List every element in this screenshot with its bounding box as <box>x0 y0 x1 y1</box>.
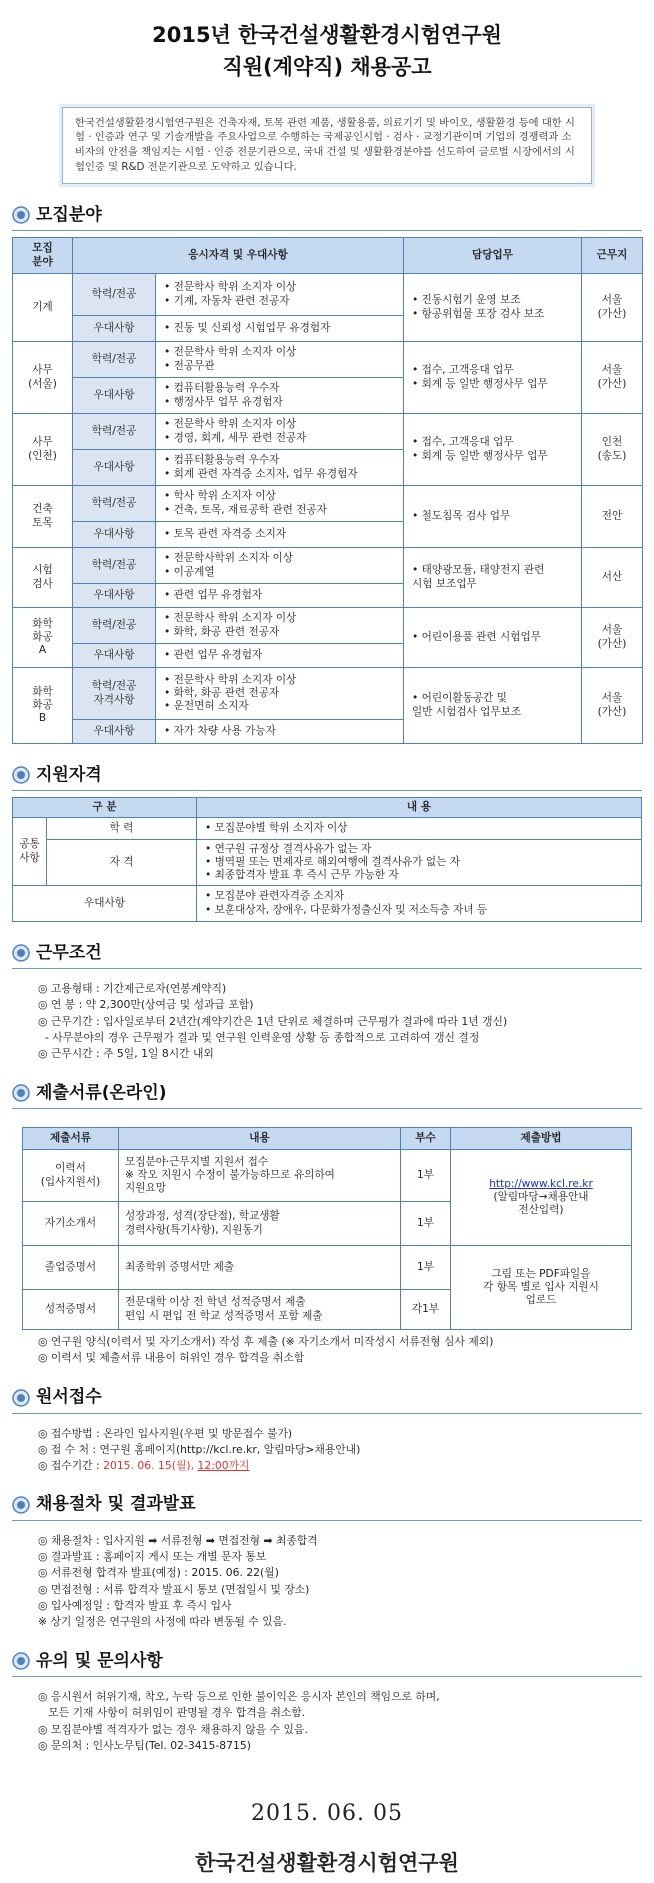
header-req: 응시자격 및 우대사항 <box>73 238 404 274</box>
list-item: • 전문학사 학위 소지자 이상 <box>164 281 399 294</box>
list-item: • 어린이용품 관련 시험업무 <box>412 631 577 644</box>
edu-label: 학력/전공 자격사항 <box>73 668 156 720</box>
table-row <box>13 342 643 378</box>
preferences <box>156 378 404 414</box>
header-field: 모집 분야 <box>13 238 73 274</box>
docs-notes <box>12 1330 642 1366</box>
pref-list <box>156 320 403 337</box>
divider <box>12 790 642 791</box>
list-item: • 회계 등 일반 행정사무 업무 <box>412 450 577 463</box>
table-row <box>13 818 642 840</box>
footer-date: 2015. 06. 05 <box>251 1801 403 1826</box>
section-title: 채용절차 및 결과발표 <box>36 1494 196 1515</box>
qualify-content <box>197 818 642 840</box>
field-name: 기계 <box>13 274 73 342</box>
edu-list <box>156 488 403 518</box>
header-duty: 담당업무 <box>404 238 582 274</box>
list-item: 모든 기재 사항이 허위임이 판명될 경우 합격을 취소함. <box>38 1706 306 1720</box>
duty <box>404 548 582 608</box>
qualify-content <box>197 840 642 886</box>
intro-box: 한국건설생활환경시험연구원은 건축자재, 토목 관련 제품, 생활용품, 의료기기 및 바이오, 생활환경 등에 대한 시험 · 인증과 연구 및 기술개발을 주요사업으로 수행하는 국제공인시험 · 검사 · 교정기관이며 기업의 경쟁력과 소비자의 안전을 책임지는 시험 · 인증 전문기관으로, 국내 건설 및 생활환경분야를 선도하여 글로벌 시장에서의 시험인증 및 R&D 전문기관으로 도약하고 있습니다. <box>62 107 592 185</box>
field-name: 건축 토목 <box>13 486 73 548</box>
doc-name: 성적증명서 <box>23 1290 119 1330</box>
list-item: • 어린이활동공간 및 일반 시험검사 업무보조 <box>412 692 577 718</box>
apply-method: ◎ 접수방법 : 온라인 입사지원(우편 및 방문접수 불가) <box>38 1426 293 1440</box>
duty <box>404 274 582 342</box>
qualify-list <box>197 841 641 885</box>
recruit-rows <box>13 274 643 744</box>
section-title: 지원자격 <box>36 764 102 785</box>
list-item: • 화학, 화공 관련 전공자 <box>164 626 399 639</box>
circle-bullet-icon <box>12 1084 30 1102</box>
field-name: 사무 (서울) <box>13 342 73 414</box>
edu-label: 학력/전공 <box>73 414 156 450</box>
list-item: • 자가 차량 사용 가능자 <box>164 725 399 738</box>
edu-label: 학력/전공 <box>73 548 156 584</box>
list-item: • 진동시험기 운영 보조 <box>412 294 577 307</box>
divider <box>12 1520 642 1521</box>
doc-content: 성장과정, 성격(장단점), 학교생활 경력사항(특기사항), 지원동기 <box>119 1202 401 1246</box>
list-item: • 항공위험물 포장 검사 보조 <box>412 308 577 321</box>
duty-list <box>404 434 581 464</box>
list-item: • 화학, 화공 관련 전공자 <box>164 687 399 700</box>
edu-list <box>156 279 403 309</box>
list-item: • 연구원 규정상 결격사유가 없는 자 <box>205 843 637 856</box>
edu-label: 학력/전공 <box>73 274 156 316</box>
field-name: 화학 화공 A <box>13 608 73 668</box>
list-item: ◎ 채용절차 : 입사지원 ➡ 서류전형 ➡ 면접전형 ➡ 최종합격 <box>38 1534 318 1548</box>
duty <box>404 414 582 486</box>
edu-requirements <box>156 668 404 720</box>
work-place: 서울 (가산) <box>582 274 643 342</box>
doc-name: 이력서 (입사지원서) <box>23 1150 119 1202</box>
qualify-label: 자 격 <box>47 840 197 886</box>
list-item: • 학사 학위 소지자 이상 <box>164 490 399 503</box>
field-name: 시험 검사 <box>13 548 73 608</box>
list-item: • 최종합격자 발표 후 즉시 근무 가능한 자 <box>205 869 637 882</box>
list-item: • 이공계열 <box>164 566 399 579</box>
circle-bullet-icon <box>12 1652 30 1670</box>
doc-name: 졸업증명서 <box>23 1246 119 1290</box>
list-item: • 전문학사 학위 소지자 이상 <box>164 346 399 359</box>
header-category: 구 분 <box>13 798 197 818</box>
work-place: 전안 <box>582 486 643 548</box>
edu-list <box>156 550 403 580</box>
work-place: 인천 (송도) <box>582 414 643 486</box>
list-item: - 사무분야의 경우 근무평가 결과 및 연구원 인력운영 상황 등 종합적으로 고려하여 갱신 결정 <box>38 1030 480 1044</box>
list-item: • 전문학사학위 소지자 이상 <box>164 552 399 565</box>
doc-method-online <box>451 1150 632 1246</box>
pref-list <box>156 587 403 604</box>
edu-requirements <box>156 608 404 644</box>
duty <box>404 342 582 414</box>
edu-requirements <box>156 414 404 450</box>
pref-label: 우대사항 <box>73 644 156 668</box>
preferences <box>156 450 404 486</box>
qualify-content <box>197 886 642 922</box>
list-item: • 모집분야 관련자격증 소지자 <box>205 890 637 903</box>
apply-period <box>38 1458 642 1474</box>
doc-method-pdf: 그림 또는 PDF파일을 각 항목 별로 입사 지원시 업로드 <box>451 1246 632 1330</box>
list-item: ◎ 응시원서 허위기재, 착오, 누락 등으로 인한 불이익은 응시자 본인의 책임으로 하며, <box>38 1690 440 1704</box>
kcl-homepage-link[interactable]: http://www.kcl.re.kr <box>489 1177 593 1190</box>
table-row <box>23 1150 632 1202</box>
list-item: ◎ 입사예정일 : 합격자 발표 후 즉시 입사 <box>38 1598 232 1612</box>
method-note: (알림마당→채용안내 전산입력) <box>493 1191 589 1217</box>
list-item: • 회계 등 일반 행정사무 업무 <box>412 378 577 391</box>
list-item: • 철도침목 검사 업무 <box>412 510 577 523</box>
list-item: ◎ 이력서 및 제출서류 내용이 허위인 경우 합격을 취소함 <box>38 1351 305 1365</box>
list-item: • 전공무관 <box>164 360 399 373</box>
circle-bullet-icon <box>12 1496 30 1514</box>
common-label: 공통 사항 <box>13 818 47 886</box>
list-item: • 컴퓨터활용능력 우수자 <box>164 454 399 467</box>
work-conditions <box>12 975 642 1062</box>
preferences <box>156 644 404 668</box>
apply-period-value: 2015. 06. 15(월), <box>103 1458 198 1472</box>
table-row <box>13 486 643 522</box>
doc-content: 전문대학 이상 전 학년 성적증명서 제출 편입 시 편입 전 학교 성적증명서 포함 제출 <box>119 1290 401 1330</box>
apply-info <box>12 1420 642 1475</box>
divider <box>12 1676 642 1677</box>
qualify-rows <box>13 818 642 922</box>
pref-list <box>156 647 403 664</box>
list-item: • 접수, 고객응대 업무 <box>412 436 577 449</box>
duty-list <box>404 292 581 322</box>
pref-label: 우대사항 <box>73 378 156 414</box>
section-process-header <box>12 1494 642 1516</box>
preferences <box>156 584 404 608</box>
list-item: ◎ 근무시간 : 주 5일, 1일 8시간 내외 <box>38 1046 214 1060</box>
header-place: 근무지 <box>582 238 643 274</box>
list-item: ◎ 근무기간 : 입사일로부터 2년간(계약기간은 1년 단위로 체결하며 근무평가 결과에 따라 1년 갱신) <box>38 1014 508 1028</box>
qualify-table <box>12 797 642 922</box>
circle-bullet-icon <box>12 206 30 224</box>
list-item: • 토목 관련 자격증 소지자 <box>164 528 399 541</box>
edu-list <box>156 416 403 446</box>
pref-label: 우대사항 <box>73 522 156 548</box>
qualify-list <box>197 820 641 837</box>
list-item: • 건축, 토목, 재료공학 관련 전공자 <box>164 504 399 517</box>
list-item: • 전문학사 학위 소지자 이상 <box>164 418 399 431</box>
list-item: • 접수, 고객응대 업무 <box>412 364 577 377</box>
process-list <box>12 1527 642 1630</box>
pref-label: 우대사항 <box>73 450 156 486</box>
pref-list <box>156 723 403 740</box>
pref-label: 우대사항 <box>73 584 156 608</box>
title-line-1: 2015년 한국건설생활환경시험연구원 <box>152 23 502 47</box>
divider <box>12 230 642 231</box>
section-apply-header <box>12 1387 642 1409</box>
edu-requirements <box>156 548 404 584</box>
list-item: ◎ 고용형태 : 기간제근로자(연봉계약직) <box>38 982 227 996</box>
work-place: 서울 (가산) <box>582 342 643 414</box>
duty <box>404 668 582 744</box>
divider <box>12 968 642 969</box>
section-title: 제출서류(온라인) <box>36 1082 167 1103</box>
preferences <box>156 522 404 548</box>
header-count: 부수 <box>401 1128 451 1150</box>
list-item: • 관련 업무 유경험자 <box>164 649 399 662</box>
table-row <box>13 274 643 316</box>
preferences <box>156 720 404 744</box>
table-row <box>13 840 642 886</box>
doc-name: 자기소개서 <box>23 1202 119 1246</box>
section-title: 유의 및 문의사항 <box>36 1650 163 1671</box>
table-row <box>13 668 643 720</box>
notes-list <box>12 1683 642 1754</box>
section-title: 원서접수 <box>36 1386 102 1407</box>
edu-requirements <box>156 342 404 378</box>
title-line-2: 직원(계약직) 채용공고 <box>222 55 432 80</box>
list-item: • 기계, 자동차 관련 전공자 <box>164 295 399 308</box>
divider <box>12 1413 642 1414</box>
list-item: ◎ 결과발표 : 홈페이지 게시 또는 개별 문자 통보 <box>38 1550 267 1564</box>
list-item: ◎ 면접전형 : 서류 합격자 발표시 통보 (면접일시 및 장소) <box>38 1582 310 1596</box>
duty-list <box>404 562 581 592</box>
duty-list <box>404 690 581 720</box>
pref-list <box>156 526 403 543</box>
circle-bullet-icon <box>12 766 30 784</box>
qualify-list <box>197 888 641 918</box>
edu-list <box>156 672 403 716</box>
section-work-header <box>12 942 642 964</box>
list-item: ◎ 연 봉 : 약 2,300만(상여금 및 성과급 포함) <box>38 998 254 1012</box>
pref-list <box>156 452 403 482</box>
table-row <box>13 414 643 450</box>
field-name: 사무 (인천) <box>13 414 73 486</box>
duty <box>404 486 582 548</box>
header-content: 내용 <box>119 1128 401 1150</box>
section-title: 근무조건 <box>36 942 102 963</box>
list-item: • 진동 및 신뢰성 시험업무 유경험자 <box>164 322 399 335</box>
preferences <box>156 316 404 342</box>
pref-label: 우대사항 <box>73 720 156 744</box>
doc-count: 1부 <box>401 1202 451 1246</box>
edu-list <box>156 610 403 640</box>
doc-count: 각1부 <box>401 1290 451 1330</box>
work-place: 서울 (가산) <box>582 608 643 668</box>
recruit-table <box>12 237 643 744</box>
table-row <box>13 608 643 644</box>
qualify-label: 학 력 <box>47 818 197 840</box>
table-row <box>13 886 642 922</box>
edu-list <box>156 344 403 374</box>
list-item: ◎ 모집분야별 적격자가 없는 경우 채용하지 않을 수 있음. <box>38 1722 308 1736</box>
section-recruit-header <box>12 204 642 226</box>
docs-table <box>22 1127 632 1330</box>
list-item: • 경영, 회계, 세무 관련 전공자 <box>164 432 399 445</box>
duty <box>404 608 582 668</box>
apply-period-label: ◎ 접수기간 : <box>38 1458 104 1472</box>
list-item: • 병역필 또는 면제자로 해외여행에 결격사유가 없는 자 <box>205 856 637 869</box>
table-row <box>13 548 643 584</box>
footer-org: 한국건설생활환경시험연구원 <box>195 1850 459 1875</box>
doc-count: 1부 <box>401 1246 451 1290</box>
edu-label: 학력/전공 <box>73 342 156 378</box>
list-item: • 관련 업무 유경험자 <box>164 589 399 602</box>
header-doc: 제출서류 <box>23 1128 119 1150</box>
list-item: ◎ 서류전형 합격자 발표(예정) : 2015. 06. 22(월) <box>38 1566 279 1580</box>
pref-label: 우대사항 <box>73 316 156 342</box>
doc-count: 1부 <box>401 1150 451 1202</box>
header-content: 내 용 <box>197 798 642 818</box>
section-docs-header <box>12 1082 642 1104</box>
doc-content: 모집분야·근무지별 지원서 접수 ※ 작오 지원시 수정이 불가능하므로 유의하여 지원요망 <box>119 1150 401 1202</box>
list-item: ◎ 연구원 양식(이력서 및 자기소개서) 작성 후 제출 (※ 자기소개서 미작성시 서류전형 심사 제외) <box>38 1335 494 1349</box>
work-place: 서울 (가산) <box>582 668 643 744</box>
edu-label: 학력/전공 <box>73 608 156 644</box>
list-item: • 회계 관련 자격증 소지자, 업무 유경험자 <box>164 468 399 481</box>
list-item: • 행정사무 업무 유경험자 <box>164 396 399 409</box>
list-item: • 보훈대상자, 장애우, 다문화가정출신자 및 저소득층 자녀 등 <box>205 904 637 917</box>
section-qualify-header <box>12 764 642 786</box>
list-item: ※ 상기 일정은 연구원의 사정에 따라 변동될 수 있음. <box>38 1615 287 1628</box>
doc-content: 최종학위 증명서만 제출 <box>119 1246 401 1290</box>
circle-bullet-icon <box>12 1389 30 1407</box>
duty-list <box>404 629 581 646</box>
apply-period-time: 12:00까지 <box>197 1458 250 1472</box>
field-name: 화학 화공 B <box>13 668 73 744</box>
table-row <box>23 1246 632 1290</box>
duty-list <box>404 362 581 392</box>
edu-requirements <box>156 274 404 316</box>
circle-bullet-icon <box>12 944 30 962</box>
list-item: • 전문학사 학위 소지자 이상 <box>164 674 399 687</box>
work-place: 서산 <box>582 548 643 608</box>
section-notes-header <box>12 1650 642 1672</box>
apply-place: ◎ 접 수 처 : 연구원 홈페이지(http://kcl.re.kr, 알림마당>채용안내) <box>38 1442 361 1456</box>
list-item: • 컴퓨터활용능력 우수자 <box>164 382 399 395</box>
duty-list <box>404 508 581 525</box>
section-title: 모집분야 <box>36 204 102 225</box>
list-item: • 전문학사 학위 소지자 이상 <box>164 612 399 625</box>
divider <box>12 1108 642 1109</box>
edu-label: 학력/전공 <box>73 486 156 522</box>
list-item: • 운전면허 소지자 <box>164 700 399 713</box>
qualify-label: 우대사항 <box>13 886 197 922</box>
list-item: ◎ 문의처 : 인사노무팀(Tel. 02-3415-8715) <box>38 1738 251 1752</box>
list-item: • 모집분야별 학위 소지자 이상 <box>205 822 637 835</box>
header-method: 제출방법 <box>451 1128 632 1150</box>
pref-list <box>156 380 403 410</box>
list-item: • 태양광모듈, 태양전지 관련 시험 보조업무 <box>412 564 577 590</box>
edu-requirements <box>156 486 404 522</box>
